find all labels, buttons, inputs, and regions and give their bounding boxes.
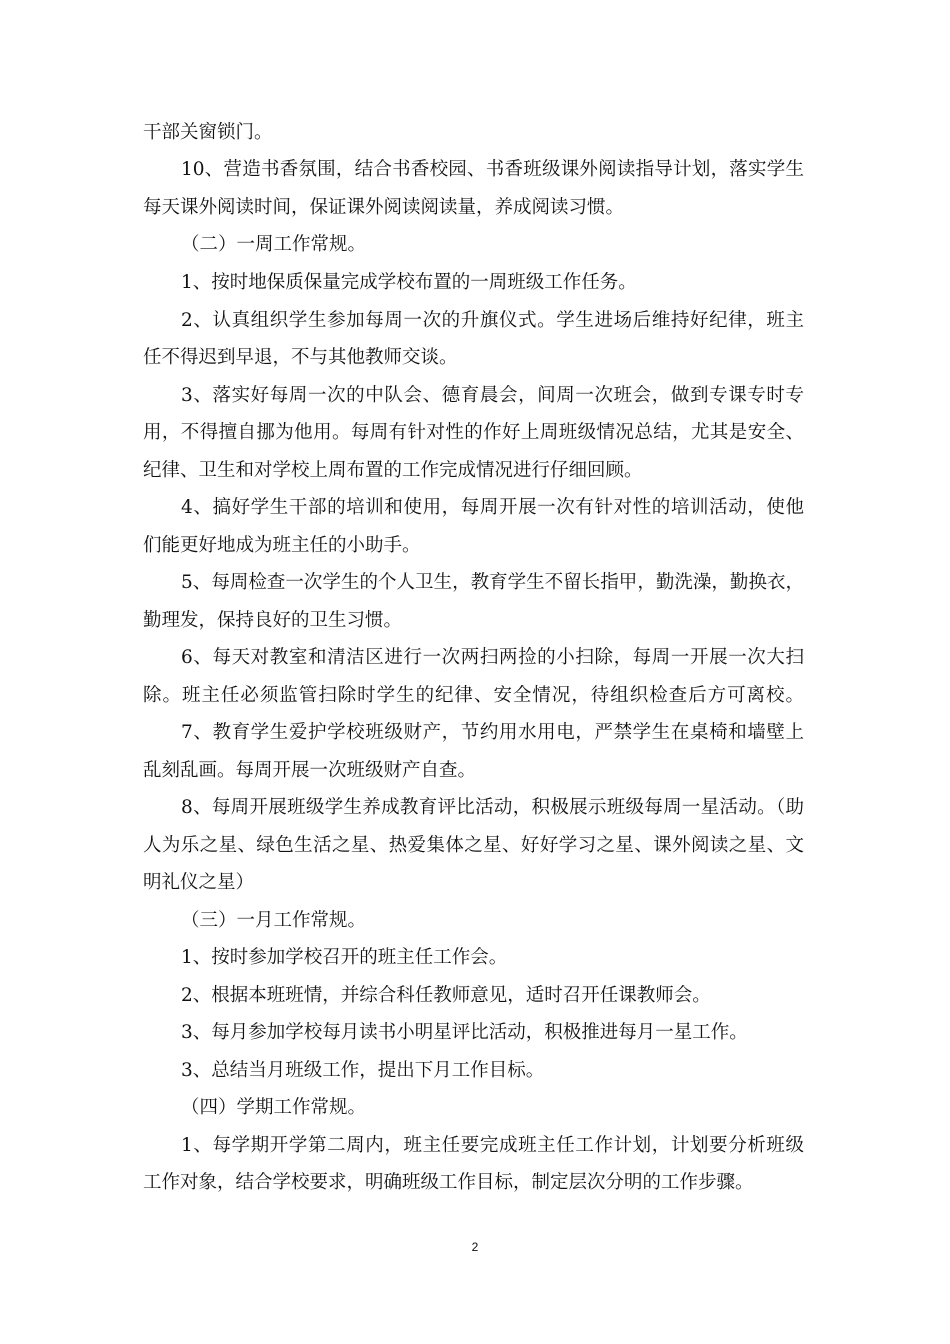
weekly-item-3-line-3: 纪律、卫生和对学校上周布置的工作完成情况进行仔细回顾。 (143, 460, 643, 481)
weekly-item-8-line-1: 8、每周开展班级学生养成教育评比活动，积极展示班级每周一星活动。（助 (181, 797, 804, 818)
monthly-item-4: 3、总结当月班级工作，提出下月工作目标。 (181, 1060, 545, 1081)
section-heading-semester: （四）学期工作常规。 (181, 1097, 367, 1118)
weekly-item-4-line-1: 4、搞好学生干部的培训和使用，每周开展一次有针对性的培训活动，使他 (181, 497, 804, 518)
weekly-item-8-line-3: 明礼仪之星） (143, 872, 255, 893)
weekly-item-2-line-2: 任不得迟到早退，不与其他教师交谈。 (143, 347, 458, 368)
semester-item-1-line-1: 1、每学期开学第二周内，班主任要完成班主任工作计划，计划要分析班级 (181, 1135, 804, 1156)
semester-item-1-line-2: 工作对象，结合学校要求，明确班级工作目标，制定层次分明的工作步骤。 (143, 1172, 754, 1193)
section-heading-weekly: （二）一周工作常规。 (181, 234, 367, 255)
weekly-item-3-line-1: 3、落实好每周一次的中队会、德育晨会，间周一次班会，做到专课专时专 (181, 385, 804, 406)
page-number: 2 (471, 1240, 479, 1254)
weekly-item-5-line-2: 勤理发，保持良好的卫生习惯。 (143, 610, 403, 631)
paragraph-10-line-2: 每天课外阅读时间，保证课外阅读阅读量，养成阅读习惯。 (143, 197, 625, 218)
weekly-item-3-line-2: 用，不得擅自挪为他用。每周有针对性的作好上周班级情况总结，尤其是安全、 (143, 422, 804, 443)
section-heading-monthly: （三）一月工作常规。 (181, 910, 367, 931)
weekly-item-7-line-1: 7、教育学生爱护学校班级财产，节约用水用电，严禁学生在桌椅和墙壁上 (181, 722, 804, 743)
body-text-line: 干部关窗锁门。 (143, 122, 273, 143)
paragraph-10-line-1: 10、营造书香氛围，结合书香校园、书香班级课外阅读指导计划，落实学生 (181, 159, 804, 180)
weekly-item-5-line-1: 5、每周检查一次学生的个人卫生，教育学生不留长指甲，勤洗澡，勤换衣， (181, 572, 804, 593)
weekly-item-6-line-2: 除。班主任必须监管扫除时学生的纪律、安全情况，待组织检查后方可离校。 (143, 685, 804, 706)
weekly-item-1: 1、按时地保质保量完成学校布置的一周班级工作任务。 (181, 272, 637, 293)
weekly-item-2-line-1: 2、认真组织学生参加每周一次的升旗仪式。学生进场后维持好纪律，班主 (181, 310, 804, 331)
weekly-item-4-line-2: 们能更好地成为班主任的小助手。 (143, 535, 421, 556)
weekly-item-8-line-2: 人为乐之星、绿色生活之星、热爱集体之星、好好学习之星、课外阅读之星、文 (143, 835, 804, 856)
monthly-item-3: 3、每月参加学校每月读书小明星评比活动，积极推进每月一星工作。 (181, 1022, 748, 1043)
monthly-item-2: 2、根据本班班情，并综合科任教师意见，适时召开任课教师会。 (181, 985, 711, 1006)
weekly-item-6-line-1: 6、每天对教室和清洁区进行一次两扫两捡的小扫除，每周一开展一次大扫 (181, 647, 804, 668)
weekly-item-7-line-2: 乱刻乱画。每周开展一次班级财产自查。 (143, 760, 477, 781)
monthly-item-1: 1、按时参加学校召开的班主任工作会。 (181, 947, 508, 968)
